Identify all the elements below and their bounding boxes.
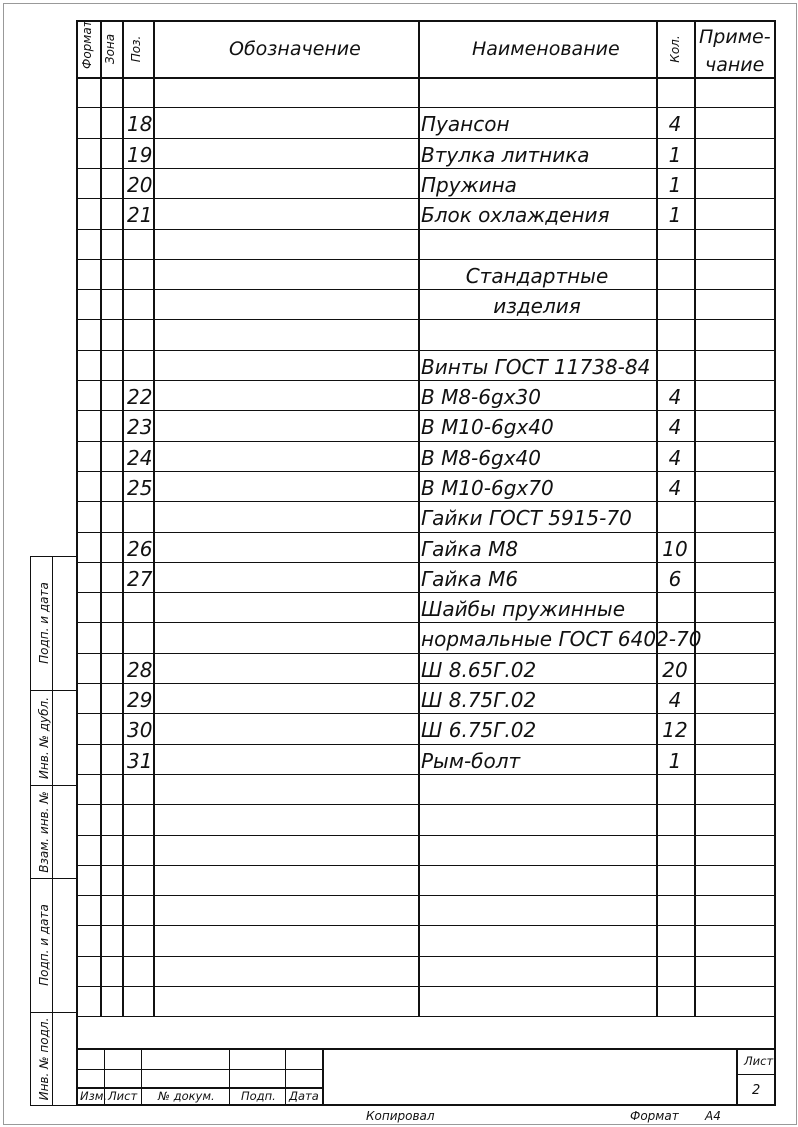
- row-name: Стандартные: [465, 263, 609, 288]
- side-stamp-line: [30, 690, 76, 691]
- row-line: [76, 138, 776, 139]
- side-stamp-divider: [52, 556, 53, 1106]
- row-qty: 4: [668, 385, 682, 409]
- header-format: Формат: [80, 20, 94, 69]
- side-stamp-replace-inv: Взам. инв. №: [37, 791, 51, 873]
- row-name: нормальные ГОСТ 6402-70: [421, 627, 702, 652]
- title-block-col: [141, 1048, 142, 1106]
- row-qty: 4: [668, 112, 682, 137]
- footer-format-label: Формат: [630, 1109, 679, 1123]
- title-block-top: [76, 1048, 776, 1050]
- row-pos: 22: [127, 385, 153, 409]
- row-line: [76, 380, 776, 381]
- row-line: [76, 441, 776, 442]
- title-block-col: [285, 1048, 286, 1106]
- row-line: [76, 956, 776, 957]
- row-line: [76, 319, 776, 320]
- row-qty: 6: [668, 566, 682, 591]
- row-name: Гайки ГОСТ 5915-70: [421, 506, 632, 531]
- title-list: Лист: [108, 1089, 138, 1103]
- row-name: В М8-6gх40: [421, 445, 541, 470]
- column-divider: [418, 20, 420, 1016]
- row-line: [76, 168, 776, 169]
- title-sheet-label: Лист: [744, 1054, 774, 1068]
- row-line: [76, 107, 776, 108]
- row-pos: 31: [127, 748, 153, 773]
- row-name: Рым-болт: [421, 748, 521, 773]
- row-line: [76, 501, 776, 502]
- title-block-col: [229, 1048, 230, 1106]
- row-qty: 1: [668, 203, 682, 228]
- row-qty: 1: [668, 748, 682, 773]
- row-qty: 10: [662, 536, 688, 561]
- row-line: [76, 532, 776, 533]
- row-line: [76, 804, 776, 805]
- row-qty: 4: [668, 688, 682, 712]
- row-line: [76, 592, 776, 593]
- header-name: Наименование: [472, 38, 620, 60]
- column-divider: [153, 20, 155, 1016]
- header-bottom-line: [76, 77, 776, 79]
- row-pos: 26: [127, 536, 153, 561]
- side-stamp-line: [30, 785, 76, 786]
- row-line: [76, 198, 776, 199]
- header-note-2: чание: [705, 54, 765, 76]
- row-name: Ш 8.65Г.02: [421, 657, 537, 682]
- row-name: Пружина: [421, 172, 517, 197]
- column-divider: [122, 20, 124, 1016]
- column-divider: [656, 20, 658, 1016]
- row-qty: 4: [668, 445, 682, 470]
- column-divider: [100, 20, 102, 1016]
- side-stamp-dup-inv: Инв. № дубл.: [37, 696, 51, 780]
- row-line: [76, 925, 776, 926]
- row-line: [76, 350, 776, 351]
- row-name: Втулка литника: [421, 142, 590, 167]
- row-line: [76, 289, 776, 290]
- side-stamp-sign-date-2: Подп. и дата: [37, 904, 51, 986]
- row-line: [76, 1016, 776, 1017]
- row-pos: 24: [127, 445, 153, 470]
- title-block-col: [322, 1048, 324, 1106]
- row-qty: 20: [662, 657, 688, 682]
- title-sheet-number: 2: [752, 1083, 761, 1098]
- header-note-1: Приме-: [699, 26, 771, 48]
- row-line: [76, 562, 776, 563]
- side-stamp-orig-inv: Инв. № подл.: [37, 1017, 51, 1101]
- row-line: [76, 622, 776, 623]
- header-designation: Обозначение: [229, 38, 361, 60]
- row-line: [76, 713, 776, 714]
- row-name: изделия: [493, 294, 581, 319]
- title-date: Дата: [289, 1089, 319, 1103]
- header-pos: Поз.: [129, 35, 143, 63]
- row-pos: 21: [127, 203, 153, 228]
- row-pos: 30: [127, 718, 153, 743]
- row-line: [76, 229, 776, 230]
- row-name: Винты ГОСТ 11738-84: [421, 354, 651, 379]
- row-line: [76, 683, 776, 684]
- title-block-col: [736, 1048, 738, 1106]
- row-line: [76, 865, 776, 866]
- row-pos: 23: [127, 415, 153, 440]
- row-pos: 25: [127, 475, 153, 500]
- side-stamp-sign-date: Подп. и дата: [37, 582, 51, 664]
- header-qty: Кол.: [668, 35, 682, 63]
- title-izm: Изм.: [80, 1089, 108, 1103]
- row-name: Гайка М8: [421, 536, 519, 561]
- side-stamp-line: [30, 1012, 76, 1013]
- row-line: [76, 653, 776, 654]
- row-line: [76, 744, 776, 745]
- row-name: Ш 8.75Г.02: [421, 688, 537, 712]
- row-qty: 12: [662, 718, 688, 743]
- row-pos: 29: [127, 688, 153, 712]
- row-name: В М10-6gх70: [421, 475, 554, 500]
- row-line: [76, 259, 776, 260]
- row-name: В М10-6gх40: [421, 415, 554, 440]
- row-pos: 18: [127, 112, 153, 137]
- footer-format-value: А4: [705, 1109, 721, 1123]
- row-name: В М8-6gх30: [421, 385, 541, 409]
- row-pos: 27: [127, 566, 153, 591]
- title-block-sheet-row: [736, 1074, 776, 1075]
- row-qty: 1: [668, 142, 682, 167]
- footer-copied: Копировал: [366, 1109, 435, 1123]
- row-line: [76, 835, 776, 836]
- row-name: Шайбы пружинные: [421, 597, 625, 622]
- title-doc-no: № докум.: [158, 1089, 215, 1103]
- row-pos: 19: [127, 142, 153, 167]
- header-zone: Зона: [103, 33, 117, 65]
- row-name: Блок охлаждения: [421, 203, 610, 228]
- side-stamp-line: [30, 878, 76, 879]
- row-line: [76, 774, 776, 775]
- row-qty: 4: [668, 475, 682, 500]
- row-line: [76, 895, 776, 896]
- row-name: Пуансон: [421, 112, 510, 137]
- row-name: Ш 6.75Г.02: [421, 718, 537, 743]
- row-pos: 28: [127, 657, 153, 682]
- title-sign: Подп.: [241, 1089, 276, 1103]
- row-qty: 1: [668, 172, 682, 197]
- row-pos: 20: [127, 172, 153, 197]
- row-qty: 4: [668, 415, 682, 440]
- row-line: [76, 986, 776, 987]
- row-name: Гайка М6: [421, 566, 519, 591]
- row-line: [76, 410, 776, 411]
- row-line: [76, 471, 776, 472]
- column-divider: [694, 20, 696, 1016]
